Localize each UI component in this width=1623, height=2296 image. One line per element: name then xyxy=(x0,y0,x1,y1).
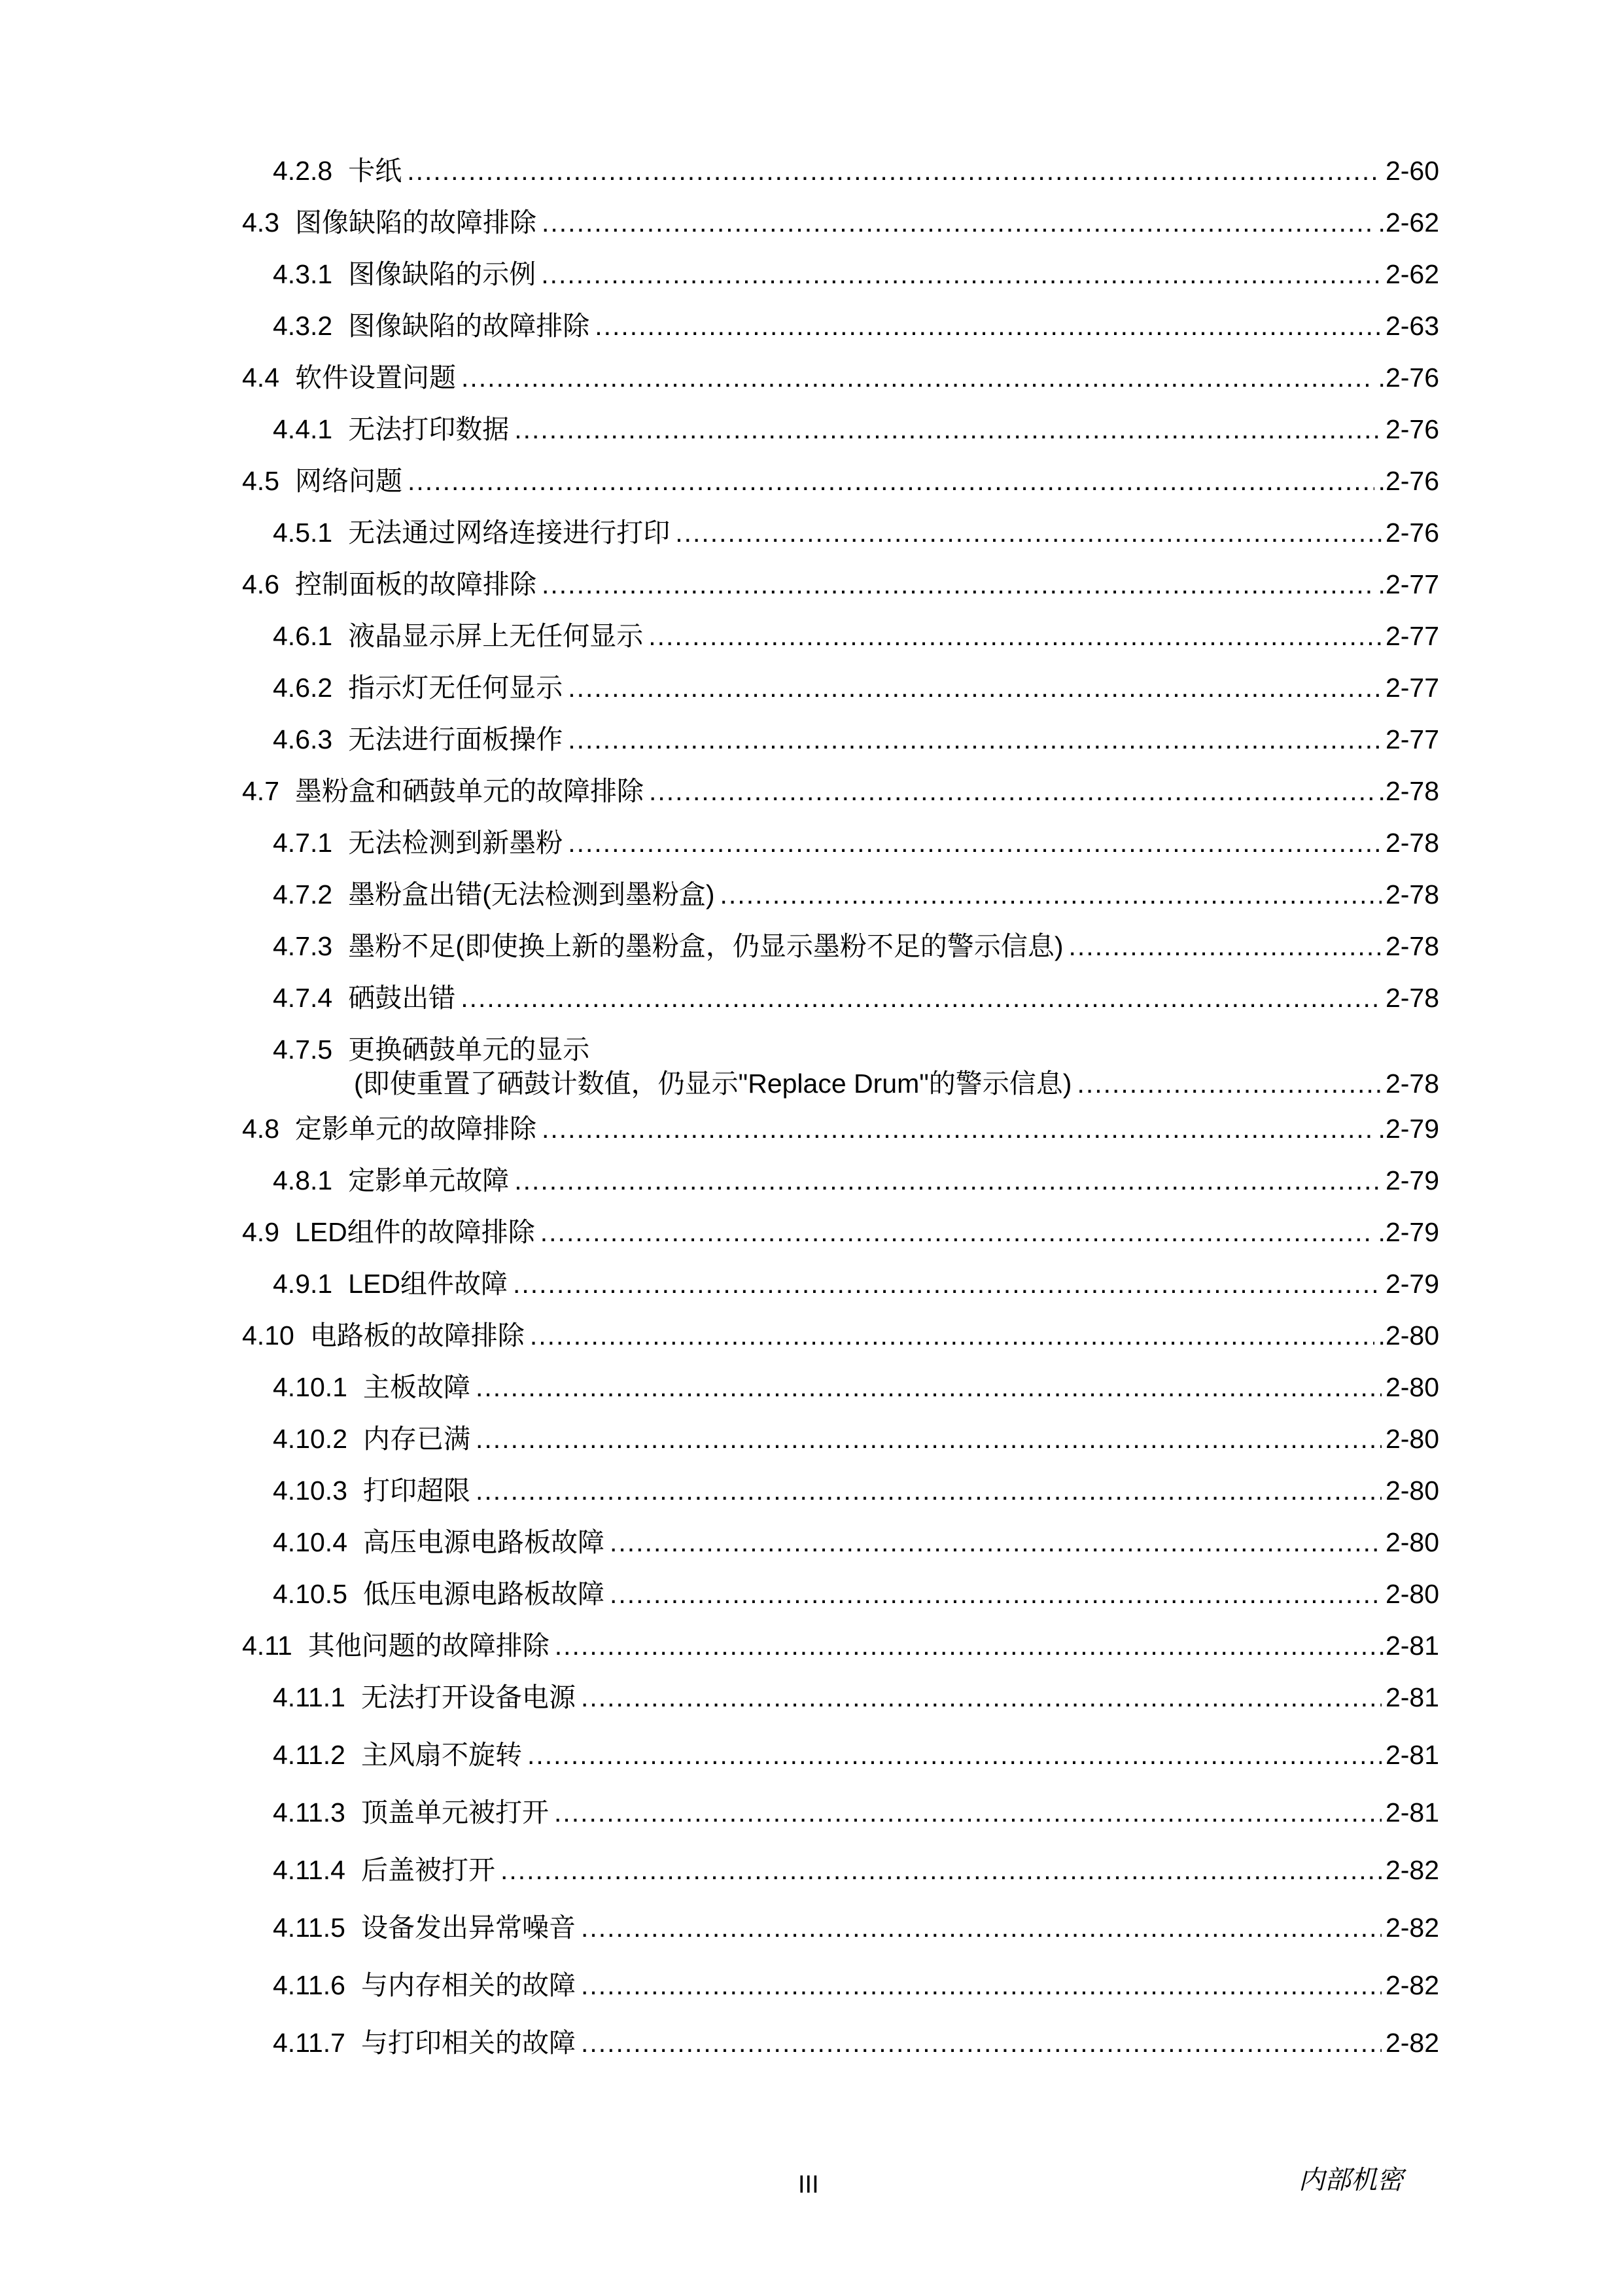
entry-title: LED组件故障 xyxy=(348,1269,508,1299)
toc-entry[interactable] xyxy=(242,1258,1439,1310)
entry-title: 无法进行面板操作 xyxy=(348,724,563,754)
dot-leader xyxy=(581,1911,1382,1944)
dot-leader xyxy=(555,1629,1374,1662)
dot-leader xyxy=(595,309,1382,342)
entry-page: 2-81 xyxy=(1385,1682,1439,1712)
entry-number: 4.2.8 xyxy=(273,156,333,186)
toc-entry[interactable] xyxy=(242,1465,1439,1517)
entry-title: 图像缺陷的故障排除 xyxy=(295,207,536,238)
entry-title: 硒鼓出错 xyxy=(348,983,456,1013)
entry-number: 4.6.2 xyxy=(273,673,333,703)
entry-page: .2-81 xyxy=(1378,1631,1439,1661)
dot-leader xyxy=(610,1526,1382,1559)
entry-page: 2-79 xyxy=(1385,1165,1439,1195)
toc-entry[interactable] xyxy=(242,1207,1439,1258)
entry-page: 2-77 xyxy=(1385,673,1439,703)
toc-entry[interactable] xyxy=(242,1729,1439,1787)
entry-title: 定影单元的故障排除 xyxy=(295,1114,536,1144)
entry-page: .2-78 xyxy=(1378,776,1439,806)
entry-page: 2-78 xyxy=(1385,1069,1439,1099)
entry-number: 4.7.2 xyxy=(273,879,333,910)
toc-entry[interactable] xyxy=(242,1155,1439,1207)
entry-title: 图像缺陷的故障排除 xyxy=(348,311,590,341)
toc-entry[interactable] xyxy=(242,249,1439,300)
entry-page: .2-76 xyxy=(1378,466,1439,496)
entry-page: 2-63 xyxy=(1385,311,1439,341)
entry-title: LED组件的故障排除 xyxy=(295,1217,535,1247)
entry-title: 更换硒鼓单元的显示 xyxy=(348,1034,590,1065)
toc-entry[interactable] xyxy=(242,1620,1439,1672)
entry-number: 4.6.3 xyxy=(273,724,333,754)
entry-page: 2-78 xyxy=(1385,983,1439,1013)
entry-title: 无法通过网络连接进行打印 xyxy=(348,518,671,548)
entry-number: 4.11.3 xyxy=(273,1797,345,1828)
entry-number: 4.11.6 xyxy=(273,1970,345,2000)
toc-entry[interactable] xyxy=(242,817,1439,869)
entry-number: 4.6.1 xyxy=(273,621,333,651)
toc-entry[interactable] xyxy=(242,921,1439,972)
dot-leader xyxy=(514,413,1382,446)
toc-entry[interactable] xyxy=(242,1568,1439,1620)
entry-title: 墨粉盒和硒鼓单元的故障排除 xyxy=(295,776,644,806)
dot-leader xyxy=(527,1739,1382,1771)
entry-number: 4.11.7 xyxy=(273,2028,345,2058)
toc-entry[interactable] xyxy=(242,869,1439,921)
toc-entry[interactable] xyxy=(242,1103,1439,1155)
entry-number: 4.3.1 xyxy=(273,259,333,289)
toc-entry[interactable] xyxy=(242,1413,1439,1465)
toc-entry[interactable] xyxy=(242,1902,1439,1960)
toc-entry[interactable] xyxy=(242,1517,1439,1568)
toc-entry[interactable] xyxy=(242,1362,1439,1413)
toc-entry[interactable] xyxy=(242,1310,1439,1362)
toc-entry[interactable] xyxy=(242,455,1439,507)
dot-leader xyxy=(530,1319,1374,1352)
entry-number: 4.4.1 xyxy=(273,414,333,444)
entry-page: 2-78 xyxy=(1385,931,1439,961)
entry-page: 2-81 xyxy=(1385,1797,1439,1828)
entry-title: 控制面板的故障排除 xyxy=(295,569,536,599)
entry-page: 2-60 xyxy=(1385,156,1439,186)
dot-leader xyxy=(541,258,1382,291)
entry-number: 4.11.4 xyxy=(273,1855,345,1885)
toc-entry[interactable] xyxy=(242,1787,1439,1845)
entry-title: 定影单元故障 xyxy=(348,1165,510,1195)
entry-number: 4.3.2 xyxy=(273,311,333,341)
entry-number: 4.7.3 xyxy=(273,931,333,961)
entry-number: 4.10.3 xyxy=(273,1475,347,1506)
entry-page: 2-80 xyxy=(1385,1475,1439,1506)
dot-leader xyxy=(568,826,1382,859)
dot-leader xyxy=(568,671,1382,704)
dot-leader xyxy=(581,2026,1382,2059)
dot-leader xyxy=(581,1969,1382,2002)
entry-number: 4.11.2 xyxy=(273,1740,345,1770)
entry-title: 顶盖单元被打开 xyxy=(360,1797,549,1828)
entry-page: .2-79 xyxy=(1378,1114,1439,1144)
entry-page: .2-77 xyxy=(1378,569,1439,599)
entry-number: 4.10.2 xyxy=(273,1424,347,1454)
toc-entry[interactable] xyxy=(242,766,1439,817)
dot-leader xyxy=(568,723,1382,756)
dot-leader xyxy=(408,465,1374,497)
entry-number: 4.9.1 xyxy=(273,1269,333,1299)
entry-title: 墨粉不足(即使换上新的墨粉盒，仍显示墨粉不足的警示信息) xyxy=(348,931,1064,961)
toc-entry[interactable] xyxy=(242,972,1439,1024)
toc-entry[interactable] xyxy=(242,300,1439,352)
entry-title: 主风扇不旋转 xyxy=(360,1740,522,1770)
dot-leader xyxy=(476,1371,1382,1404)
toc-entry[interactable] xyxy=(242,404,1439,455)
entry-number: 4.3 xyxy=(242,207,279,238)
dot-leader xyxy=(513,1267,1382,1300)
entry-number: 4.7 xyxy=(242,776,279,806)
dot-leader xyxy=(554,1796,1382,1829)
entry-number: 4.11 xyxy=(242,1631,292,1661)
entry-page: .2-62 xyxy=(1378,207,1439,238)
entry-title: 液晶显示屏上无任何显示 xyxy=(348,621,644,651)
entry-page: 2-76 xyxy=(1385,518,1439,548)
table-of-contents xyxy=(242,145,1439,2075)
entry-title: 低压电源电路板故障 xyxy=(363,1579,604,1609)
entry-number: 4.9 xyxy=(242,1217,279,1247)
entry-page: 2-77 xyxy=(1385,724,1439,754)
dot-leader xyxy=(542,206,1374,239)
entry-number: 4.5.1 xyxy=(273,518,333,548)
entry-page: 2-82 xyxy=(1385,1913,1439,1943)
toc-entry[interactable] xyxy=(242,1845,1439,1902)
dot-leader xyxy=(648,620,1382,652)
toc-entry[interactable] xyxy=(242,1024,1439,1103)
toc-entry[interactable] xyxy=(242,197,1439,249)
toc-entry[interactable] xyxy=(242,507,1439,559)
entry-page: 2-80 xyxy=(1385,1424,1439,1454)
dot-leader xyxy=(649,775,1374,807)
entry-number: 4.10 xyxy=(242,1320,294,1351)
toc-entry[interactable] xyxy=(242,610,1439,662)
entry-number: 4.10.4 xyxy=(273,1527,347,1557)
entry-number: 4.7.1 xyxy=(273,828,333,858)
entry-page: 2-80 xyxy=(1385,1579,1439,1609)
entry-number: 4.11.1 xyxy=(273,1682,345,1712)
entry-title: 与打印相关的故障 xyxy=(360,2028,576,2058)
dot-leader xyxy=(675,516,1382,549)
entry-title: 图像缺陷的示例 xyxy=(348,259,536,289)
entry-number: 4.8 xyxy=(242,1114,279,1144)
entry-page: .2-80 xyxy=(1378,1320,1439,1351)
entry-title: 电路板的故障排除 xyxy=(309,1320,525,1351)
entry-page: 2-80 xyxy=(1385,1372,1439,1402)
entry-title: 无法打印数据 xyxy=(348,414,510,444)
entry-page: 2-78 xyxy=(1385,879,1439,910)
entry-page: 2-82 xyxy=(1385,1970,1439,2000)
entry-title: 墨粉盒出错(无法检测到墨粉盒) xyxy=(348,879,715,910)
dot-leader xyxy=(476,1422,1382,1455)
entry-title: 其他问题的故障排除 xyxy=(307,1631,550,1661)
dot-leader xyxy=(542,1112,1374,1145)
entry-title: 软件设置问题 xyxy=(295,362,456,393)
dot-leader xyxy=(500,1854,1382,1886)
entry-title: 打印超限 xyxy=(363,1475,470,1506)
dot-leader xyxy=(542,568,1374,601)
entry-number: 4.10.1 xyxy=(273,1372,347,1402)
entry-title: 网络问题 xyxy=(295,466,402,496)
entry-title: 主板故障 xyxy=(363,1372,470,1402)
entry-page: .2-79 xyxy=(1378,1217,1439,1247)
toc-entry[interactable] xyxy=(242,1672,1439,1729)
dot-leader xyxy=(514,1164,1382,1197)
dot-leader xyxy=(476,1474,1382,1507)
entry-title: 设备发出异常噪音 xyxy=(360,1913,576,1943)
toc-entry[interactable] xyxy=(242,352,1439,404)
toc-entry[interactable] xyxy=(242,145,1439,197)
entry-number: 4.7.5 xyxy=(273,1034,333,1065)
toc-entry[interactable] xyxy=(242,1960,1439,2017)
entry-page: 2-78 xyxy=(1385,828,1439,858)
page-number: III xyxy=(798,2171,819,2199)
entry-title: 高压电源电路板故障 xyxy=(363,1527,604,1557)
dot-leader xyxy=(461,361,1374,394)
entry-number: 4.11.5 xyxy=(273,1913,345,1943)
entry-number: 4.8.1 xyxy=(273,1165,333,1195)
entry-title: 指示灯无任何显示 xyxy=(348,673,563,703)
entry-title: 内存已满 xyxy=(363,1424,470,1454)
entry-page: 2-82 xyxy=(1385,2028,1439,2058)
entry-page: 2-81 xyxy=(1385,1740,1439,1770)
entry-title: 后盖被打开 xyxy=(360,1855,495,1885)
toc-entry[interactable] xyxy=(242,714,1439,766)
two-line-entry xyxy=(273,1033,1439,1100)
entry-title-continuation: (即使重置了硒鼓计数值，仍显示"Replace Drum"的警示信息) xyxy=(354,1069,1072,1099)
entry-page: 2-80 xyxy=(1385,1527,1439,1557)
dot-leader xyxy=(1077,1067,1381,1100)
toc-entry[interactable] xyxy=(242,559,1439,610)
entry-page: .2-76 xyxy=(1378,362,1439,393)
entry-title: 无法检测到新墨粉 xyxy=(348,828,563,858)
dot-leader xyxy=(720,878,1382,911)
toc-entry[interactable] xyxy=(242,2017,1439,2075)
dot-leader xyxy=(407,154,1382,187)
dot-leader xyxy=(540,1216,1374,1248)
entry-title: 卡纸 xyxy=(348,156,402,186)
entry-page: 2-77 xyxy=(1385,621,1439,651)
entry-number: 4.7.4 xyxy=(273,983,333,1013)
dot-leader xyxy=(581,1681,1382,1714)
entry-number: 4.5 xyxy=(242,466,279,496)
dot-leader xyxy=(1069,930,1382,963)
toc-entry[interactable] xyxy=(242,662,1439,714)
entry-title: 无法打开设备电源 xyxy=(360,1682,576,1712)
entry-number: 4.10.5 xyxy=(273,1579,347,1609)
confidential-label: 内部机密 xyxy=(1299,2165,1403,2195)
entry-number: 4.6 xyxy=(242,569,279,599)
entry-title: 与内存相关的故障 xyxy=(360,1970,576,2000)
dot-leader xyxy=(610,1578,1382,1610)
entry-page: 2-62 xyxy=(1385,259,1439,289)
entry-page: 2-82 xyxy=(1385,1855,1439,1885)
dot-leader xyxy=(461,981,1382,1014)
entry-number: 4.4 xyxy=(242,362,279,393)
entry-page: 2-79 xyxy=(1385,1269,1439,1299)
entry-page: 2-76 xyxy=(1385,414,1439,444)
